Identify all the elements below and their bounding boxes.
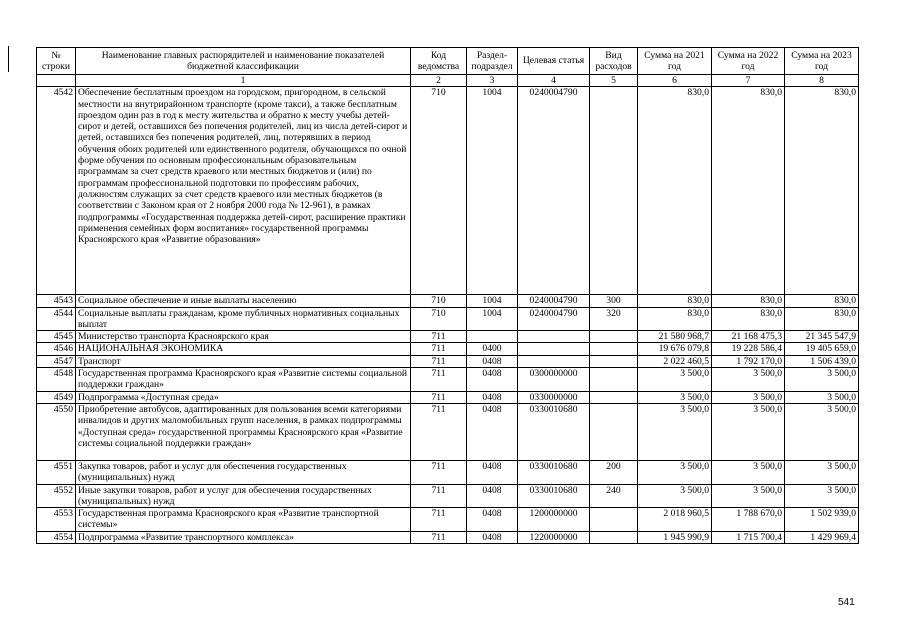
row-sum-2022: 1 715 700,4 xyxy=(712,531,785,543)
row-section: 0408 xyxy=(467,531,518,543)
index-cell: 4 xyxy=(518,75,590,87)
table-row xyxy=(37,508,859,532)
table-row xyxy=(37,295,859,307)
index-cell xyxy=(37,75,76,87)
row-target xyxy=(518,331,590,343)
row-name: Государственная программа Красноярского края «Развитие транспортной системы» xyxy=(76,508,411,532)
row-target: 1200000000 xyxy=(518,508,590,532)
row-sum-2022: 19 228 586,4 xyxy=(712,343,785,355)
page-number: 541 xyxy=(838,597,855,608)
row-name: Государственная программа Красноярского края «Развитие системы социальной поддержки граждан» xyxy=(76,368,411,392)
row-section: 1004 xyxy=(467,307,518,331)
row-sum-2023: 19 405 659,0 xyxy=(785,343,859,355)
row-sum-2023: 830,0 xyxy=(785,87,859,295)
row-expense-type: 320 xyxy=(590,307,638,331)
row-number: 4550 xyxy=(37,403,76,460)
row-number: 4549 xyxy=(37,391,76,403)
row-sum-2023: 3 500,0 xyxy=(785,391,859,403)
row-sum-2021: 830,0 xyxy=(638,307,712,331)
header-ministry-code: Код ведомства xyxy=(411,48,467,75)
row-sum-2022: 21 168 475,3 xyxy=(712,331,785,343)
header-section: Раздел-подраздел xyxy=(467,48,518,75)
row-number: 4542 xyxy=(37,87,76,295)
table-row xyxy=(37,307,859,331)
row-name: Закупка товаров, работ и услуг для обеспечения государственных (муниципальных) нужд xyxy=(76,460,411,484)
row-sum-2021: 2 022 460,5 xyxy=(638,355,712,367)
row-sum-2021: 2 018 960,5 xyxy=(638,508,712,532)
index-cell: 3 xyxy=(467,75,518,87)
row-sum-2023: 830,0 xyxy=(785,307,859,331)
table-body xyxy=(37,87,859,544)
header-expense-type: Вид расходов xyxy=(590,48,638,75)
row-section: 1004 xyxy=(467,295,518,307)
row-sum-2021: 3 500,0 xyxy=(638,368,712,392)
table-row xyxy=(37,531,859,543)
row-sum-2021: 3 500,0 xyxy=(638,484,712,508)
row-ministry-code: 711 xyxy=(411,343,467,355)
row-number: 4553 xyxy=(37,508,76,532)
row-expense-type xyxy=(590,508,638,532)
row-sum-2022: 3 500,0 xyxy=(712,391,785,403)
budget-table xyxy=(36,47,859,544)
row-sum-2023: 3 500,0 xyxy=(785,368,859,392)
row-expense-type xyxy=(590,531,638,543)
row-name: НАЦИОНАЛЬНАЯ ЭКОНОМИКА xyxy=(76,343,411,355)
row-ministry-code: 711 xyxy=(411,368,467,392)
header-target: Целевая статья xyxy=(518,48,590,75)
row-ministry-code: 711 xyxy=(411,508,467,532)
row-name: Социальные выплаты гражданам, кроме публичных нормативных социальных выплат xyxy=(76,307,411,331)
row-sum-2021: 3 500,0 xyxy=(638,391,712,403)
row-number: 4546 xyxy=(37,343,76,355)
row-sum-2021: 830,0 xyxy=(638,87,712,295)
row-expense-type xyxy=(590,368,638,392)
row-section: 0408 xyxy=(467,484,518,508)
row-target: 0300000000 xyxy=(518,368,590,392)
row-sum-2021: 3 500,0 xyxy=(638,460,712,484)
row-sum-2023: 3 500,0 xyxy=(785,460,859,484)
row-ministry-code: 711 xyxy=(411,391,467,403)
row-ministry-code: 711 xyxy=(411,460,467,484)
row-sum-2023: 1 429 969,4 xyxy=(785,531,859,543)
row-target xyxy=(518,343,590,355)
row-number: 4544 xyxy=(37,307,76,331)
row-sum-2022: 1 788 670,0 xyxy=(712,508,785,532)
row-sum-2021: 1 945 990,9 xyxy=(638,531,712,543)
row-target: 0330000000 xyxy=(518,391,590,403)
row-name: Подпрограмма «Доступная среда» xyxy=(76,391,411,403)
row-sum-2022: 830,0 xyxy=(712,307,785,331)
table-row xyxy=(37,355,859,367)
row-number: 4554 xyxy=(37,531,76,543)
header-name: Наименование главных распорядителей и наименование показателей бюджетной классификации xyxy=(76,48,411,75)
row-name: Транспорт xyxy=(76,355,411,367)
row-target: 0330010680 xyxy=(518,403,590,460)
row-sum-2022: 830,0 xyxy=(712,87,785,295)
row-section: 0408 xyxy=(467,391,518,403)
row-name: Приобретение автобусов, адаптированных для пользования всеми категориями инвалидов и других маломобильных групп населения, в рамках подпрограммы «Доступная среда» государственной программы Красноярского края «Развитие системы социальной поддержки граждан» xyxy=(76,403,411,460)
row-expense-type xyxy=(590,343,638,355)
row-target xyxy=(518,355,590,367)
table-row xyxy=(37,343,859,355)
index-cell: 1 xyxy=(76,75,411,87)
table-row xyxy=(37,391,859,403)
row-name: Министерство транспорта Красноярского края xyxy=(76,331,411,343)
header-sum-2023: Сумма на 2023 год xyxy=(785,48,859,75)
row-target: 0240004790 xyxy=(518,295,590,307)
row-ministry-code: 711 xyxy=(411,355,467,367)
row-expense-type xyxy=(590,331,638,343)
row-ministry-code: 711 xyxy=(411,403,467,460)
row-expense-type: 240 xyxy=(590,484,638,508)
index-cell: 6 xyxy=(638,75,712,87)
row-sum-2022: 3 500,0 xyxy=(712,460,785,484)
row-sum-2023: 3 500,0 xyxy=(785,484,859,508)
row-target: 0240004790 xyxy=(518,307,590,331)
table-row xyxy=(37,87,859,295)
table-row xyxy=(37,484,859,508)
index-cell: 5 xyxy=(590,75,638,87)
row-section: 0408 xyxy=(467,403,518,460)
row-sum-2022: 830,0 xyxy=(712,295,785,307)
row-name: Социальное обеспечение и иные выплаты населению xyxy=(76,295,411,307)
row-section: 0408 xyxy=(467,460,518,484)
row-target: 0330010680 xyxy=(518,484,590,508)
row-target: 1220000000 xyxy=(518,531,590,543)
row-target: 0240004790 xyxy=(518,87,590,295)
row-sum-2023: 1 506 439,0 xyxy=(785,355,859,367)
row-sum-2022: 3 500,0 xyxy=(712,484,785,508)
header-row xyxy=(37,48,859,75)
row-sum-2022: 3 500,0 xyxy=(712,403,785,460)
row-section: 0408 xyxy=(467,355,518,367)
row-number: 4545 xyxy=(37,331,76,343)
index-cell: 8 xyxy=(785,75,859,87)
row-sum-2023: 3 500,0 xyxy=(785,403,859,460)
row-section: 0400 xyxy=(467,343,518,355)
row-expense-type xyxy=(590,355,638,367)
row-number: 4548 xyxy=(37,368,76,392)
row-name: Подпрограмма «Развитие транспортного комплекса» xyxy=(76,531,411,543)
row-name: Обеспечение бесплатным проездом на городском, пригородном, в сельской местности на внутрирайонном транспорте (кроме такси), а также бесплатным проездом один раз в год к месту жительства и обратно к месту учебы детей-сирот и детей, оставшихся без попечения родителей, лиц из числа детей-сирот и детей, оставшихся без попечения родителей, лиц, потерявших в период обучения обоих родителей или единственного родителя, обучающихся по очной форме обучения по основным профессиональным образовательным программам за счет средств краевого или местных бюджетов и (или) по программам профессиональной подготовки по профессиям рабочих, должностям служащих за счет средств краевого или местных бюджетов (в соответствии с Законом края от 2 ноября 2000 года № 12-961), в рамках подпрограммы «Государственная поддержка детей-сирот, расширение практики применения семейных форм воспитания» государственной программы Красноярского края «Развитие образования» xyxy=(76,87,411,295)
row-ministry-code: 711 xyxy=(411,484,467,508)
header-row-num: № строки xyxy=(37,48,76,75)
row-number: 4551 xyxy=(37,460,76,484)
row-section: 0408 xyxy=(467,368,518,392)
table-row xyxy=(37,460,859,484)
row-sum-2021: 19 676 079,8 xyxy=(638,343,712,355)
row-expense-type: 300 xyxy=(590,295,638,307)
row-ministry-code: 710 xyxy=(411,295,467,307)
index-row xyxy=(37,75,859,87)
index-cell: 2 xyxy=(411,75,467,87)
table-row xyxy=(37,368,859,392)
row-target: 0330010680 xyxy=(518,460,590,484)
table-row xyxy=(37,403,859,460)
row-section: 0408 xyxy=(467,508,518,532)
row-expense-type xyxy=(590,87,638,295)
row-sum-2021: 830,0 xyxy=(638,295,712,307)
index-cell: 7 xyxy=(712,75,785,87)
row-sum-2023: 21 345 547,9 xyxy=(785,331,859,343)
row-number: 4552 xyxy=(37,484,76,508)
row-ministry-code: 710 xyxy=(411,307,467,331)
margin-mark xyxy=(8,46,9,72)
row-number: 4547 xyxy=(37,355,76,367)
row-name: Иные закупки товаров, работ и услуг для обеспечения государственных (муниципальных) нужд xyxy=(76,484,411,508)
row-sum-2023: 830,0 xyxy=(785,295,859,307)
row-sum-2022: 1 792 170,0 xyxy=(712,355,785,367)
row-ministry-code: 711 xyxy=(411,531,467,543)
header-sum-2022: Сумма на 2022 год xyxy=(712,48,785,75)
row-sum-2022: 3 500,0 xyxy=(712,368,785,392)
row-expense-type: 200 xyxy=(590,460,638,484)
row-sum-2021: 3 500,0 xyxy=(638,403,712,460)
row-expense-type xyxy=(590,403,638,460)
row-section xyxy=(467,331,518,343)
row-sum-2021: 21 580 968,7 xyxy=(638,331,712,343)
row-sum-2023: 1 502 939,0 xyxy=(785,508,859,532)
row-number: 4543 xyxy=(37,295,76,307)
row-ministry-code: 711 xyxy=(411,331,467,343)
row-expense-type xyxy=(590,391,638,403)
table-row xyxy=(37,331,859,343)
header-sum-2021: Сумма на 2021 год xyxy=(638,48,712,75)
row-section: 1004 xyxy=(467,87,518,295)
row-ministry-code: 710 xyxy=(411,87,467,295)
